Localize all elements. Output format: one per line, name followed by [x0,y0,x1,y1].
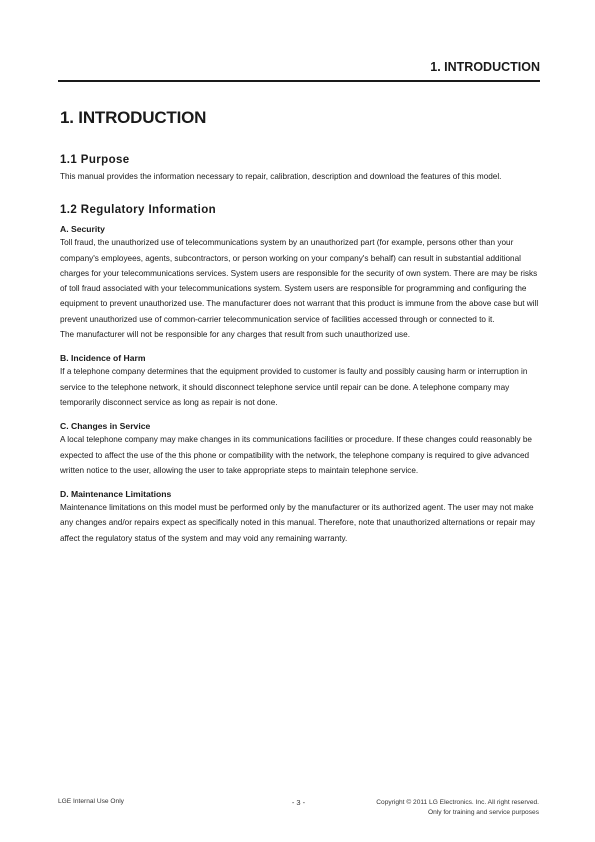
running-header: 1. INTRODUCTION [430,60,540,74]
maintenance-body: Maintenance limitations on this model must be performed only by the manufacturer or its authorized agent. The user may not make any changes and/or repairs expect as specifically noted in this manual. Therefore, note that unauthorized alternations or repair may affect the regulatory status of the system and may void any remaining warranty. [60,503,535,543]
page-content [60,108,539,566]
purpose-body: This manual provides the information necessary to repair, calibration, description and download the features of this model. [60,172,502,181]
security-heading: A. Security [60,224,105,235]
page-number: - 3 - [291,798,306,807]
subsection-maintenance [60,489,539,546]
regulatory-heading: 1.2 Regulatory Information [60,204,217,217]
header-divider [58,80,540,82]
purpose-heading: 1.1 Purpose [60,154,130,166]
security-body-2: The manufacturer will not be responsible for any charges that result from such unauthorized use. [60,330,410,340]
footer-internal-use: LGE Internal Use Only [58,798,124,805]
subsection-harm [60,353,539,410]
maintenance-heading: D. Maintenance Limitations [60,489,172,500]
subsection-changes [60,421,539,478]
footer-copyright: Copyright © 2011 LG Electronics. Inc. All right reserved. [376,799,539,806]
footer-copyright-block [376,798,539,817]
chapter-title: 1. INTRODUCTION [60,108,207,127]
section-regulatory [60,204,539,546]
harm-body: If a telephone company determines that the equipment provided to customer is faulty and possibly causing harm or interruption in service to the telephone network, it should disconnect telephone service until repair can be done. A telephone company may temporarily disconnect service as long as repair is not done. [60,367,528,407]
security-body: Toll fraud, the unauthorized use of telecommunications system by an unauthorized part (for example, persons other than your company's employees, agents, subcontractors, or person working on your company's behalf) can result in substantial additional charges for your telecommunications services. System users are responsible for the security of own system. There are may be risks of toll fraud associated with your telecommunications system. System users are responsible for programming and configuring the equipment to prevent unauthorized use. The manufacturer does not warrant that this product is immune from the above case but will prevent unauthorized use of common-carrier telecommunication service of facilities accessed through or connected to it. [60,238,539,324]
section-purpose [60,154,539,184]
subsection-security [60,224,539,342]
changes-heading: C. Changes in Service [60,421,151,432]
changes-body: A local telephone company may make changes in its communications facilities or procedure. If these changes could reasonably be expected to affect the use of the this phone or compatibility with the network, the telephone company is required to give advanced written notice to the user, allowing the user to take appropriate steps to maintain telephone service. [60,435,532,475]
harm-heading: B. Incidence of Harm [60,353,146,364]
footer-purpose-note: Only for training and service purposes [427,808,539,816]
